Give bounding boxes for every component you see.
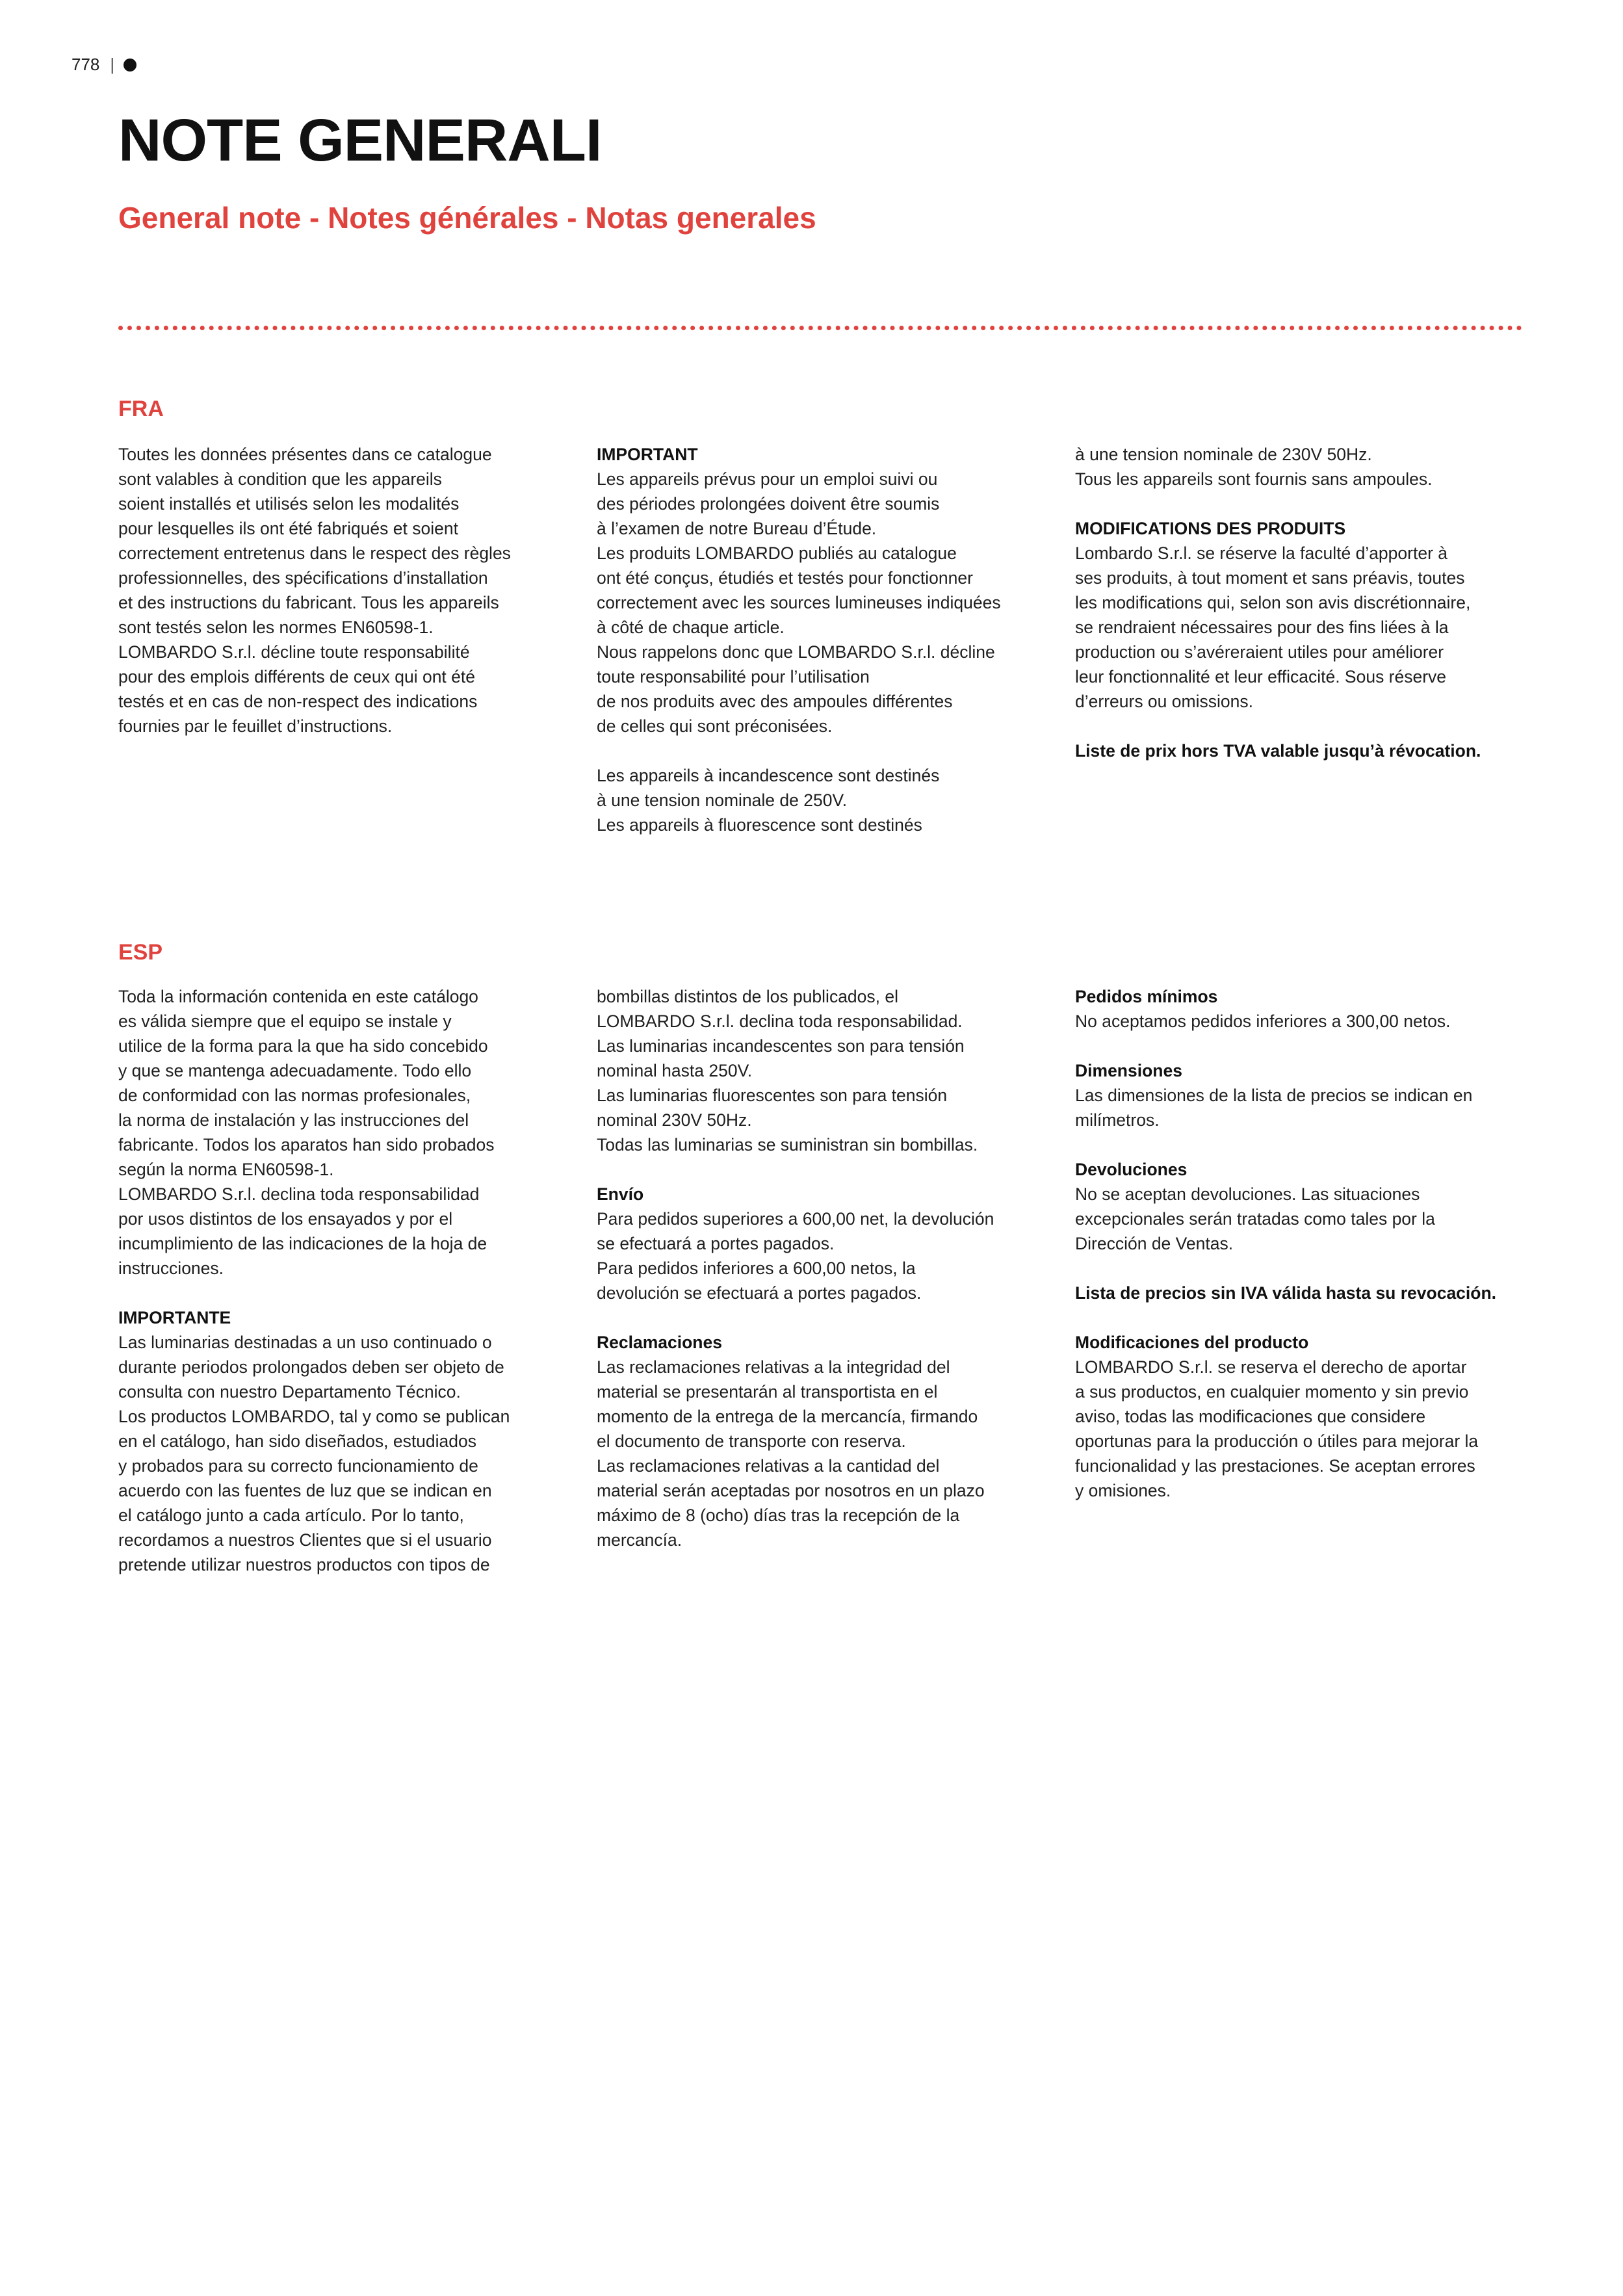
esp-pedidos-heading: Pedidos mínimos [1075, 987, 1218, 1006]
bullet-dot-icon [123, 59, 136, 72]
esp-column-1 [118, 984, 567, 1577]
esp-envio-heading: Envío [597, 1184, 644, 1204]
section-title-esp: ESP [118, 940, 163, 965]
fra-voltage-continued: à une tension nominale de 230V 50Hz. Tous les appareils sont fournis sans ampoules. [1075, 445, 1433, 489]
esp-envio-block [597, 1182, 1045, 1305]
page-number-separator: | [110, 55, 115, 74]
esp-reclamaciones-block [597, 1330, 1045, 1552]
page-title: NOTE GENERALI [118, 107, 602, 174]
fra-modifications-body: Lombardo S.r.l. se réserve la faculté d’apporter à ses produits, à tout moment et sans préavis, toutes les modifications qui, selon son avis discrétionnaire, se rendraient nécessaires pour des fins liées à la production ou s’avéreraient utiles pour améliorer leur fonctionnalité et leur efficacité. Sous réserve d’erreurs ou omissions. [1075, 543, 1471, 711]
section-title-fra: FRA [118, 397, 164, 421]
fra-voltage-paragraph: Les appareils à incandescence sont destinés à une tension nominale de 250V. Les appareils à fluorescence sont destinés [597, 766, 940, 835]
esp-dimensiones-body: Las dimensiones de la lista de precios se indican en milímetros. [1075, 1086, 1473, 1130]
esp-modificaciones-block [1075, 1330, 1524, 1503]
page-number: 778 [71, 55, 100, 74]
esp-devoluciones-heading: Devoluciones [1075, 1160, 1188, 1179]
esp-intro-paragraph: Toda la información contenida en este catálogo es válida siempre que el equipo se instale y utilice de la forma para la que ha sido concebido y que se mantenga adecuadamente. Todo ello de conformidad con las normas profesionales, la norma de instalación y las instrucciones del fabricante. Todos los aparatos han sido probados según la norma EN60598-1. LOMBARDO S.r.l. declina toda responsabilidad por usos distintos de los ensayados y por el incumplimiento de las indicaciones de la hoja de instrucciones. [118, 987, 495, 1278]
fra-column-2 [597, 442, 1045, 837]
fra-important-body: Les appareils prévus pour un emploi suivi ou des périodes prolongées doivent être soumis à l’examen de notre Bureau d’Étude. Les produits LOMBARDO publiés au catalogue ont été conçus, étudiés et testés pour fonctionner correctement avec les sources lumineuses indiquées à côté de chaque article. Nous rappelons donc que LOMBARDO S.r.l. décline toute responsabilité pour l’utilisation de nos produits avec des ampoules différentes de celles qui sont préconisées. [597, 469, 1001, 736]
fra-column-3 [1075, 442, 1524, 763]
fra-price-note: Liste de prix hors TVA valable jusqu’à révocation. [1075, 741, 1481, 761]
page-number-block [71, 55, 136, 75]
esp-column-3 [1075, 984, 1524, 1503]
fra-intro-paragraph: Toutes les données présentes dans ce catalogue sont valables à condition que les appareils soient installés et utilisés selon les modalités pour lesquelles ils ont été fabriqués et soient correctement entretenus dans le respect des règles professionnelles, des spécifications d’installation et des instructions du fabricant. Tous les appareils sont testés selon les normes EN60598-1. LOMBARDO S.r.l. décline toute responsabilité pour des emplois différents de ceux qui ont été testés et en cas de non-respect des indications fournies par le feuillet d’instructions. [118, 445, 511, 736]
esp-column-2 [597, 984, 1045, 1552]
dotted-divider [118, 326, 1522, 330]
fra-important-block [597, 442, 1045, 738]
esp-bombillas-paragraph: bombillas distintos de los publicados, el LOMBARDO S.r.l. declina toda responsabilidad. Las luminarias incandescentes son para tensión nominal hasta 250V. Las luminarias fluorescentes son para tensión nominal 230V 50Hz. Todas las luminarias se suministran sin bombillas. [597, 987, 978, 1155]
esp-pedidos-block [1075, 984, 1524, 1034]
esp-reclamaciones-body: Las reclamaciones relativas a la integridad del material se presentarán al transportista en el momento de la entrega de la mercancía, firmando el documento de transporte con reserva. Las reclamaciones relativas a la cantidad del material serán aceptadas por nosotros en un plazo máximo de 8 (ocho) días tras la recepción de la mercancía. [597, 1357, 985, 1550]
esp-envio-body: Para pedidos superiores a 600,00 net, la devolución se efectuará a portes pagados. Para pedidos inferiores a 600,00 netos, la devolución se efectuará a portes pagados. [597, 1209, 994, 1303]
esp-devoluciones-block [1075, 1157, 1524, 1256]
esp-pedidos-body: No aceptamos pedidos inferiores a 300,00 netos. [1075, 1011, 1451, 1031]
esp-importante-body: Las luminarias destinadas a un uso continuado o durante periodos prolongados deben ser objeto de consulta con nuestro Departamento Técnico. Los productos LOMBARDO, tal y como se publican en el catálogo, han sido diseñados, estudiados y probados para su correcto funcionamiento de acuerdo con las fuentes de luz que se indican en el catálogo junto a cada artículo. Por lo tanto, recordamos a nuestros Clientes que si el usuario pretende utilizar nuestros productos con tipos de [118, 1333, 510, 1574]
fra-modifications-block [1075, 516, 1524, 714]
esp-price-note: Lista de precios sin IVA válida hasta su revocación. [1075, 1283, 1497, 1303]
esp-importante-block [118, 1305, 567, 1577]
esp-dimensiones-block [1075, 1058, 1524, 1132]
esp-importante-heading: IMPORTANTE [118, 1308, 231, 1327]
esp-modificaciones-heading: Modificaciones del producto [1075, 1333, 1309, 1352]
esp-devoluciones-body: No se aceptan devoluciones. Las situaciones excepcionales serán tratadas como tales por la Dirección de Ventas. [1075, 1184, 1435, 1253]
fra-modifications-heading: MODIFICATIONS DES PRODUITS [1075, 519, 1346, 538]
fra-important-heading: IMPORTANT [597, 445, 698, 464]
esp-reclamaciones-heading: Reclamaciones [597, 1333, 722, 1352]
fra-column-1 [118, 442, 567, 738]
page-subtitle: General note - Notes générales - Notas generales [118, 201, 816, 235]
esp-modificaciones-body: LOMBARDO S.r.l. se reserva el derecho de aportar a sus productos, en cualquier momento y sin previo aviso, todas las modificaciones que considere oportunas para la producción o útiles para mejorar la funcionalidad y las prestaciones. Se aceptan errores y omisiones. [1075, 1357, 1479, 1500]
esp-dimensiones-heading: Dimensiones [1075, 1061, 1182, 1080]
